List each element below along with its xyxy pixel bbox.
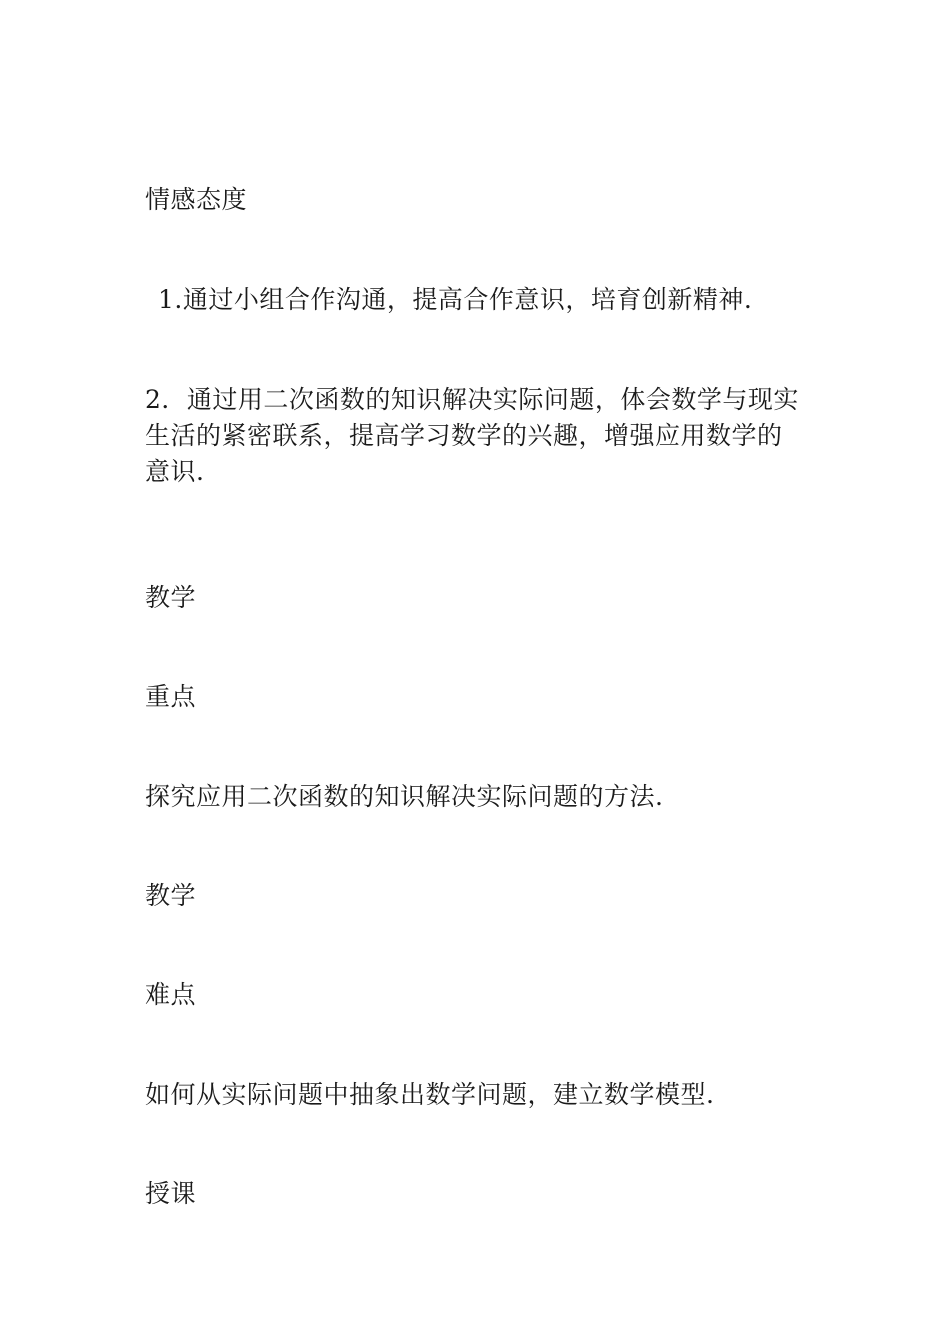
goal-item-1: 1.通过小组合作沟通，提高合作意识，培育创新精神. [158, 285, 753, 314]
key-point-content: 探究应用二次函数的知识解决实际问题的方法. [145, 782, 664, 811]
label-difficulty: 难点 [145, 980, 197, 1009]
label-teaching-1: 教学 [145, 583, 197, 612]
difficulty-content: 如何从实际问题中抽象出数学问题，建立数学模型. [145, 1080, 715, 1109]
goal-item-2 [145, 382, 810, 490]
goal-item-2-line-2: 生活的紧密联系，提高学习数学的兴趣，增强应用数学的 [145, 421, 783, 450]
goal-item-2-line-1: 2．通过用二次函数的知识解决实际问题，体会数学与现实 [145, 385, 799, 414]
label-key-point: 重点 [145, 682, 197, 711]
goal-item-2-line-3: 意识. [145, 457, 205, 486]
label-teaching-2: 教学 [145, 881, 197, 910]
heading-emotion-attitude: 情感态度 [145, 185, 248, 214]
label-lecture: 授课 [145, 1179, 197, 1208]
